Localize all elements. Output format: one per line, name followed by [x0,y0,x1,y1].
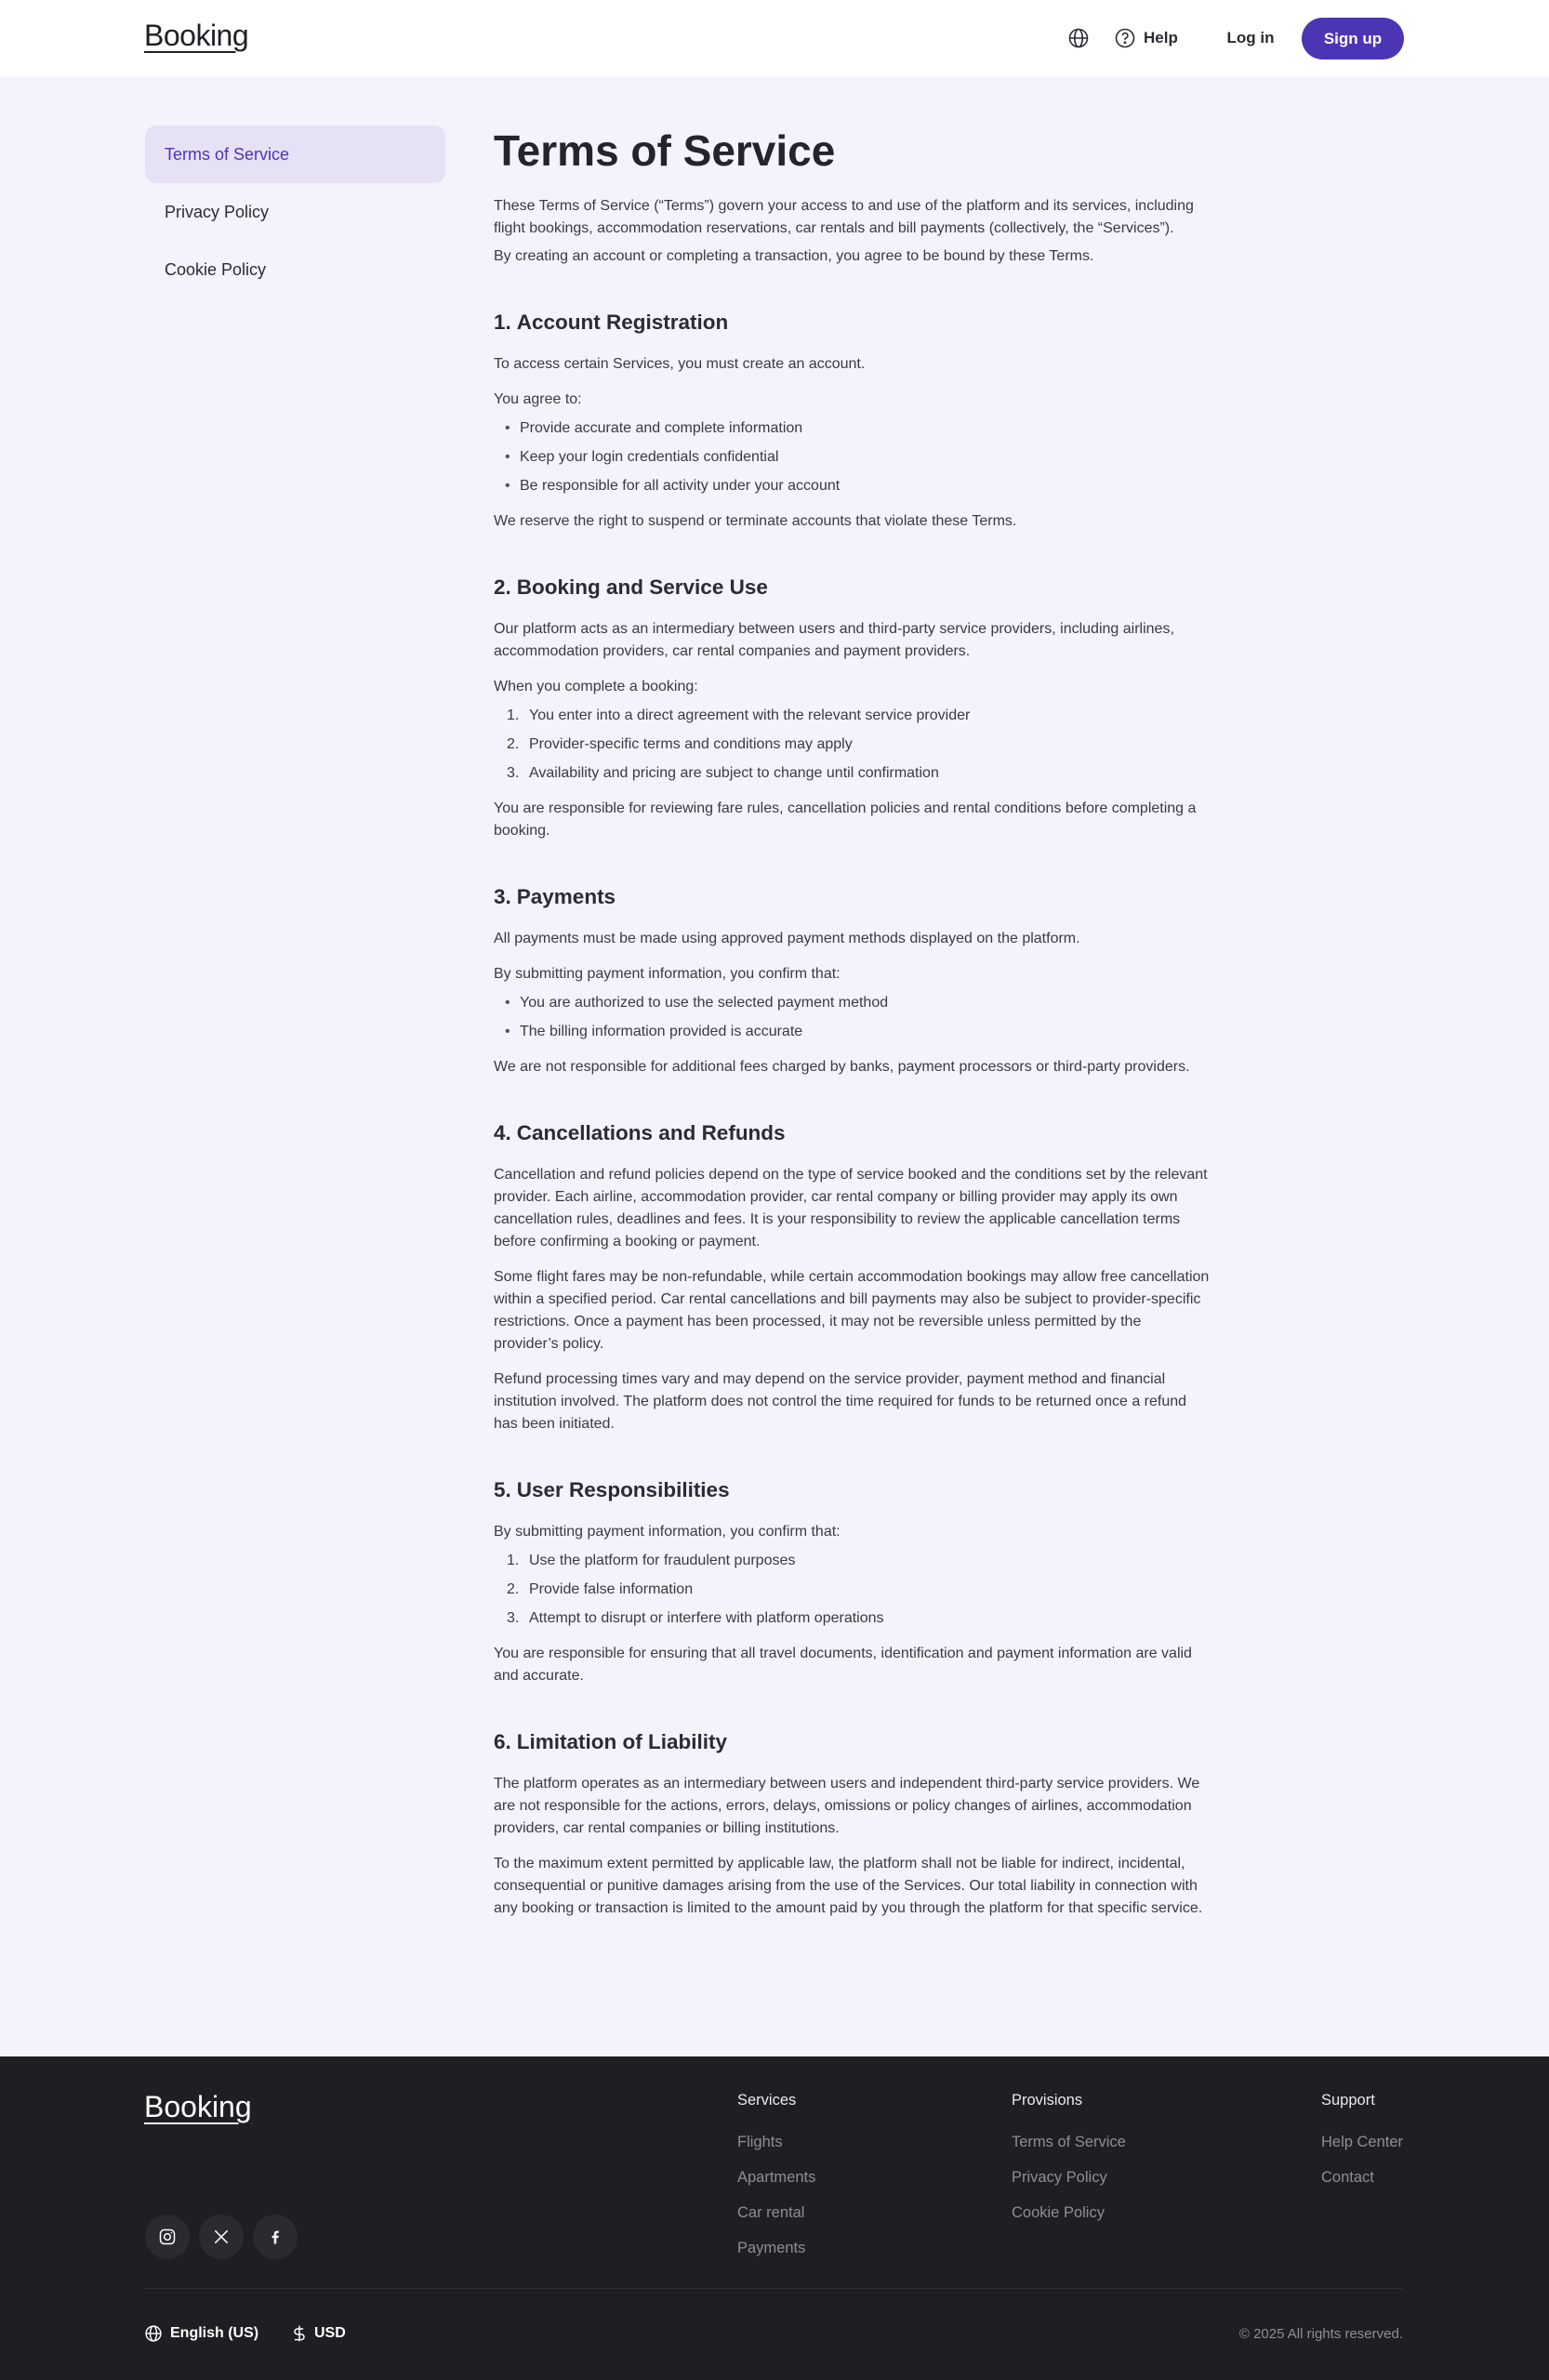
list-item: • You are authorized to use the selected payment method [494,992,1210,1014]
section-heading [494,1119,1210,1147]
instagram-button[interactable] [145,2215,190,2259]
section-number: 6. [494,1730,511,1753]
footer-heading: Support [1321,2092,1375,2109]
section-paragraph: All payments must be made using approved payment methods displayed on the platform. [494,931,1080,946]
list-item-text: Attempt to disrupt or interfere with platform operations [529,1610,884,1626]
list-item-text: Provider-specific terms and conditions may apply [529,736,853,752]
section-paragraph: Cancellation and refund policies depend on the type of service booked and the conditions set by the relevant provider. Each airline, accommodation provider, car rental company or billing provider may apply its own cancellation rules, deadlines and fees. It is your responsibility to review the applicable cancellation terms before confirming a booking or payment. [494,1167,1208,1250]
section-limitation-of-liability [494,1728,1210,1920]
social-links [145,2215,298,2259]
footer-link-terms-of-service[interactable]: Terms of Service [1012,2134,1126,2150]
numbered-list [494,1550,1210,1630]
sidebar-item-terms-of-service[interactable]: Terms of Service [145,126,445,183]
section-paragraph: Refund processing times vary and may depend on the service provider, payment method and financial institution involved. The platform does not control the time required for funds to be returned once a refund has been initiated. [494,1371,1187,1432]
section-title: Account Registration [516,311,729,334]
dollar-icon [290,2324,309,2343]
section-paragraph: We are not responsible for additional fees charged by banks, payment processors or third-party providers. [494,1059,1190,1075]
list-item [494,1579,1210,1601]
section-title: Payments [516,885,616,908]
footer-link-help-center[interactable]: Help Center [1321,2134,1404,2150]
footer-col-provisions [1012,2089,1126,2237]
list-marker: 3. [507,1610,520,1626]
section-user-responsibilities [494,1476,1210,1687]
section-number: 2. [494,575,511,599]
section-heading [494,883,1210,911]
currency-selector[interactable] [290,2324,346,2343]
help-label: Help [1144,29,1178,46]
sidebar-item-cookie-policy[interactable]: Cookie Policy [165,259,267,279]
section-paragraph: You are responsible for reviewing fare rules, cancellation policies and rental conditions before completing a booking. [494,800,1197,839]
language-selector[interactable] [144,2324,258,2343]
facebook-icon [266,2228,285,2246]
list-item: • Be responsible for all activity under your account [494,475,1210,497]
list-item: • Provide accurate and complete information [494,417,1210,440]
facebook-button[interactable] [253,2215,298,2259]
page-title: Terms of Service [494,126,836,175]
footer-link-payments[interactable]: Payments [737,2240,806,2256]
list-marker: 1. [507,707,520,723]
section-paragraph: You agree to: [494,391,582,407]
section-paragraph: When you complete a booking: [494,679,698,694]
list-marker: 1. [507,1553,520,1568]
login-button[interactable]: Log in [1226,29,1275,46]
section-cancellations-and-refunds [494,1119,1210,1435]
intro-paragraph: By creating an account or completing a transaction, you agree to be bound by these Terms. [494,248,1094,264]
x-button[interactable] [199,2215,244,2259]
currency-label: USD [314,2325,346,2341]
policy-sidebar [145,126,445,298]
list-item-text: You enter into a direct agreement with the relevant service provider [529,707,971,723]
list-item-text: Provide false information [529,1581,694,1597]
section-booking-and-service-use [494,574,1210,842]
section-paragraph: The platform operates as an intermediary between users and independent third-party service providers. We are not responsible for the actions, errors, delays, omissions or policy changes of airlines, accommodation providers, car rental companies or billing institutions. [494,1776,1200,1836]
footer-heading: Provisions [1012,2092,1083,2109]
footer-link-privacy-policy[interactable]: Privacy Policy [1012,2169,1107,2186]
x-icon [212,2228,231,2246]
help-circle-icon [1114,27,1136,49]
list-item-text: Use the platform for fraudulent purposes [529,1553,796,1568]
section-paragraph: We reserve the right to suspend or terminate accounts that violate these Terms. [494,513,1017,529]
terms-content [494,126,1210,1920]
list-marker: 3. [507,765,520,781]
list-item [494,1607,1210,1630]
section-heading [494,574,1210,602]
logo[interactable]: Booking [144,19,249,52]
list-item [494,705,1210,727]
numbered-list [494,705,1210,785]
footer-divider [144,2288,1403,2289]
top-header [0,0,1549,77]
list-marker: 2. [507,736,520,752]
section-heading [494,1476,1210,1504]
footer-link-flights[interactable]: Flights [737,2134,783,2150]
section-heading [494,1728,1210,1756]
section-paragraph: You are responsible for ensuring that all travel documents, identification and payment information are valid and accurate. [494,1646,1192,1684]
section-number: 4. [494,1121,511,1144]
section-paragraph: Our platform acts as an intermediary between users and third-party service providers, including airlines, accommodation providers, car rental companies and payment providers. [494,621,1174,659]
footer-col-support [1321,2089,1403,2202]
section-title: Limitation of Liability [516,1730,728,1753]
section-paragraph: Some flight fares may be non-refundable, while certain accommodation bookings may allow free cancellation within a specified period. Car rental cancellations and bill payments may also be subject to provider-specific restrictions. Once a payment has been processed, it may not be reversible unless permitted by the provider’s policy. [494,1269,1210,1352]
section-paragraph: To access certain Services, you must create an account. [494,356,866,372]
footer-logo[interactable]: Booking [144,2090,252,2123]
list-item-text: Availability and pricing are subject to change until confirmation [529,765,939,781]
copyright: © 2025 All rights reserved. [1238,2326,1403,2342]
section-number: 1. [494,311,511,334]
list-item [494,734,1210,756]
section-paragraph: By submitting payment information, you confirm that: [494,966,841,982]
footer-link-cookie-policy[interactable]: Cookie Policy [1012,2204,1105,2221]
list-item: • Keep your login credentials confidential [494,446,1210,469]
sidebar-item-privacy-policy[interactable]: Privacy Policy [165,202,270,221]
language-label: English (US) [170,2325,259,2341]
section-paragraph: To the maximum extent permitted by applicable law, the platform shall not be liable for indirect, incidental, consequential or punitive damages arising from the use of the Services. Our total liability in connection with any booking or transaction is limited to the amount paid by you through the platform for that specific service. [494,1856,1203,1916]
section-title: Cancellations and Refunds [516,1121,786,1144]
section-number: 3. [494,885,511,908]
section-title: User Responsibilities [516,1478,730,1501]
bullet-list [494,417,1210,497]
section-number: 5. [494,1478,511,1501]
section-paragraph: By submitting payment information, you confirm that: [494,1524,841,1540]
section-payments [494,883,1210,1078]
section-account-registration [494,309,1210,533]
globe-icon[interactable] [1067,27,1090,49]
footer-heading: Services [737,2092,797,2109]
intro [494,195,1210,268]
bullet-list [494,992,1210,1043]
footer-col-services [737,2089,815,2272]
globe-icon [144,2324,163,2343]
footer-link-contact[interactable]: Contact [1321,2169,1374,2186]
list-item: • The billing information provided is accurate [494,1021,1210,1043]
instagram-icon [158,2228,177,2246]
help-link[interactable] [1114,25,1178,51]
list-marker: 2. [507,1581,520,1597]
list-item [494,762,1210,785]
footer-link-car-rental[interactable]: Car rental [737,2204,805,2221]
intro-paragraph: These Terms of Service (“Terms”) govern your access to and use of the platform and its services, including flight bookings, accommodation reservations, car rentals and bill payments (collectively, the “Services”). [494,198,1194,236]
footer-link-apartments[interactable]: Apartments [737,2169,816,2186]
section-title: Booking and Service Use [516,575,768,599]
list-item [494,1550,1210,1572]
signup-button[interactable]: Sign up [1302,18,1404,60]
section-heading [494,309,1210,337]
